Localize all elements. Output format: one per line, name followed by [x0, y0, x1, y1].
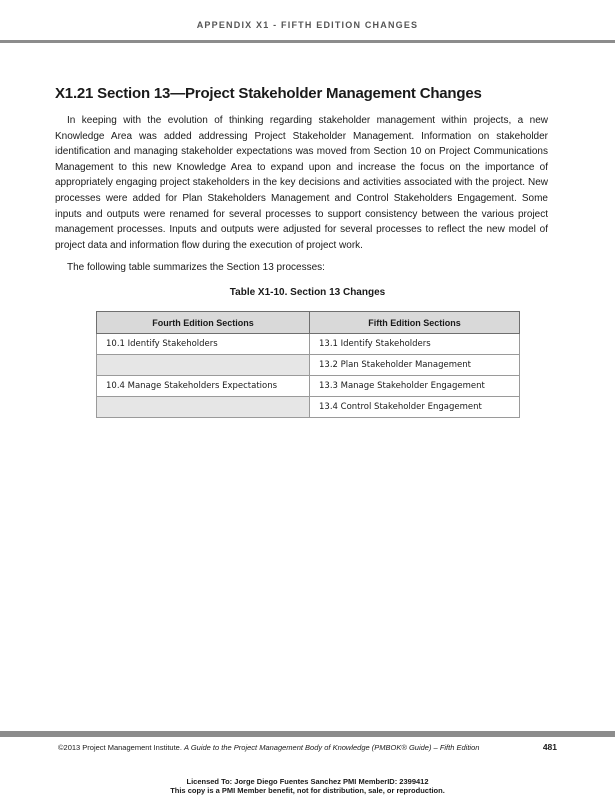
license-notice: Licensed To: Jorge Diego Fuentes Sanchez PMI MemberID: 2399412	[186, 777, 429, 786]
cell-fifth-edition: 13.1 Identify Stakeholders	[310, 334, 520, 355]
header-fourth-edition: Fourth Edition Sections	[97, 312, 310, 334]
page-number: 481	[542, 742, 557, 752]
table-row	[97, 397, 520, 418]
copyright-notice: ©2013 Project Management Institute.	[58, 743, 185, 752]
header-rule	[0, 40, 615, 43]
header-fifth-edition: Fifth Edition Sections	[310, 312, 520, 334]
cell-fifth-edition: 13.3 Manage Stakeholder Engagement	[310, 376, 520, 397]
cell-fourth-edition-empty	[97, 355, 310, 376]
cell-fourth-edition-empty	[97, 397, 310, 418]
cell-fourth-edition: 10.1 Identify Stakeholders	[97, 334, 310, 355]
running-head: APPENDIX X1 - FIFTH EDITION CHANGES	[196, 20, 419, 30]
footer-copyright	[58, 743, 479, 752]
table-intro-text: The following table summarizes the Section 13 processes:	[67, 262, 325, 273]
table-row	[97, 376, 520, 397]
table-header-row	[97, 312, 520, 334]
footer-rule	[0, 731, 615, 737]
cell-fifth-edition: 13.4 Control Stakeholder Engagement	[310, 397, 520, 418]
table-row	[97, 355, 520, 376]
body-paragraph: In keeping with the evolution of thinking regarding stakeholder management within projects, a new Knowledge Area was added addressing Project Stakeholder Management. Information on stakeholder identification and managing stakeholder expectations was moved from Section 10 on Project Communications Management to this new Knowledge Area to expand upon and increase the focus on the importance of appropriately engaging project stakeholders in the key decisions and activities associated with the project. New processes were added for Plan Stakeholders Management and Control Stakeholders Engagement. Some inputs and outputs were renamed for several processes to support consistency between the various project management processes. Inputs and outputs were adjusted for several processes to reflect the new model of project data and information flow during the execution of project work.	[55, 115, 548, 251]
distribution-notice: This copy is a PMI Member benefit, not for distribution, sale, or reproduction.	[170, 786, 445, 795]
table-caption: Table X1-10. Section 13 Changes	[229, 287, 386, 298]
cell-fourth-edition: 10.4 Manage Stakeholders Expectations	[97, 376, 310, 397]
cell-fifth-edition: 13.2 Plan Stakeholder Management	[310, 355, 520, 376]
table-row	[97, 334, 520, 355]
changes-table	[96, 311, 520, 418]
book-title: A Guide to the Project Management Body of Knowledge (PMBOK® Guide) – Fifth Edition	[184, 743, 480, 752]
section-heading: X1.21 Section 13—Project Stakeholder Management Changes	[55, 85, 482, 102]
